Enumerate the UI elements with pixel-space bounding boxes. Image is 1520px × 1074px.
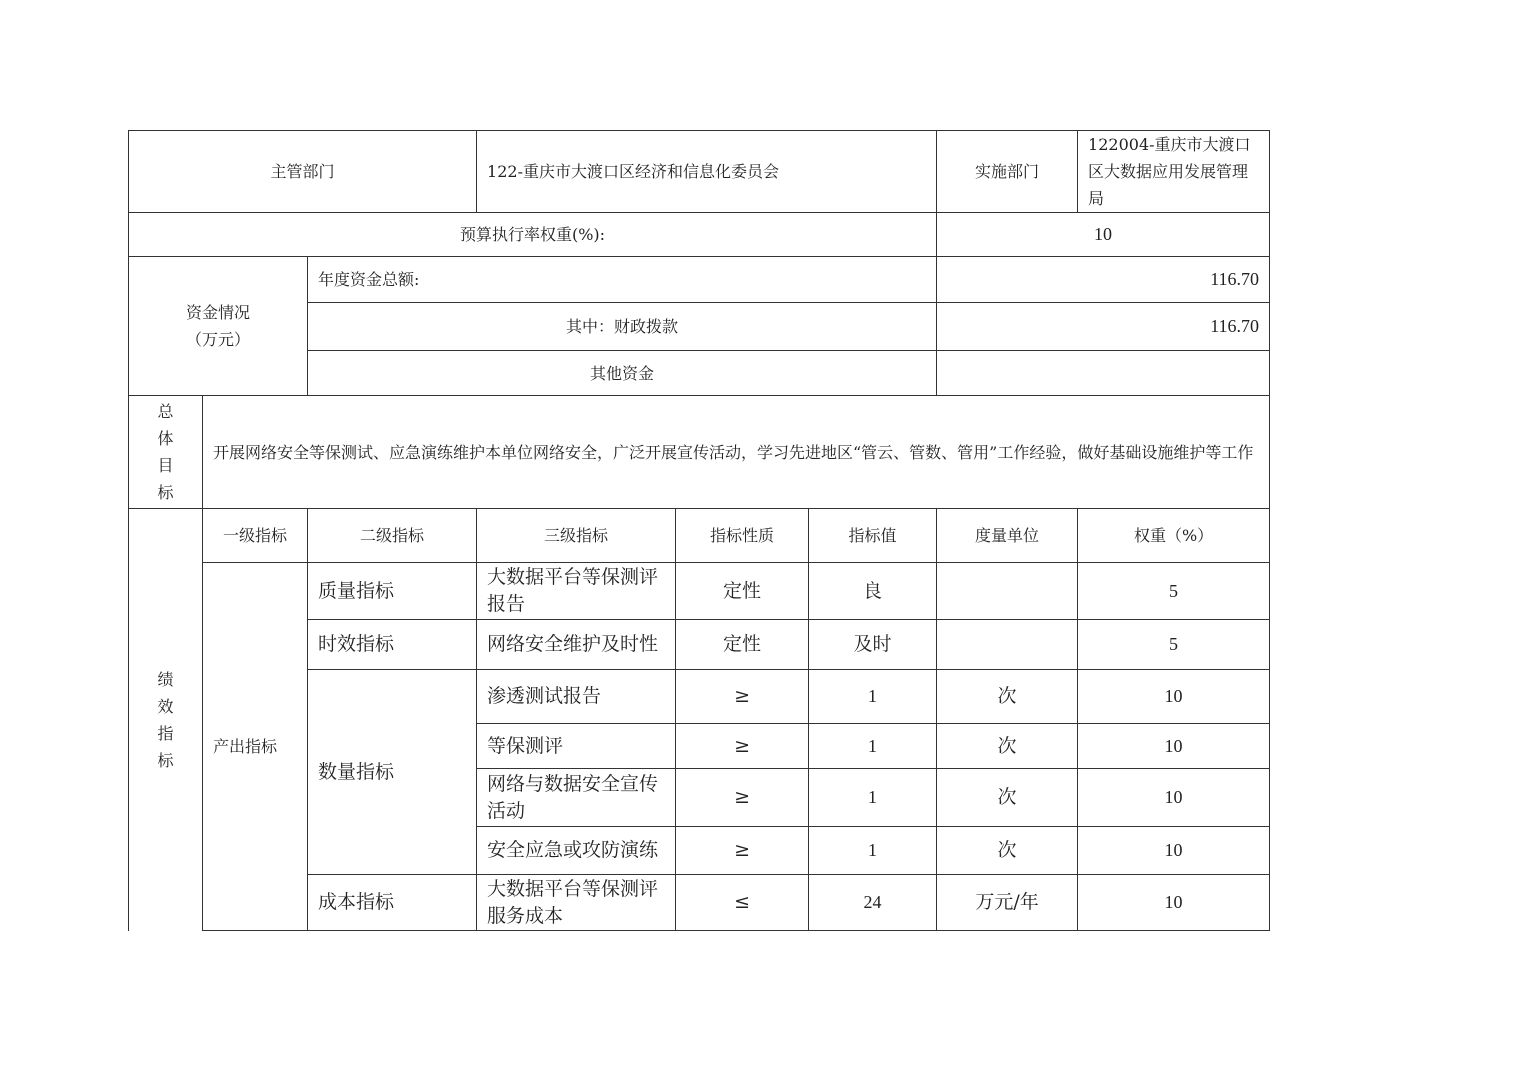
- header-row: [129, 131, 1270, 213]
- budget-row: [129, 213, 1270, 257]
- indicator-unit: 次: [937, 827, 1078, 875]
- goal-label-char: 目: [157, 456, 174, 475]
- funds-fiscal-label: 其中：财政拨款: [308, 303, 937, 351]
- indicator-label-char: 指: [157, 723, 174, 743]
- group-quality: 质量指标: [308, 563, 477, 620]
- performance-table: [128, 130, 1270, 931]
- indicator-weight: 10: [1078, 875, 1270, 931]
- indicator-name: 网络与数据安全宣传活动: [477, 769, 676, 827]
- group-cost: 成本指标: [308, 875, 477, 931]
- funds-other-value: [937, 351, 1270, 396]
- goal-text: 开展网络安全等保测试、应急演练维护本单位网络安全，广泛开展宣传活动，学习先进地区“管云、管数、管用”工作经验，做好基础设施维护等工作: [203, 396, 1270, 509]
- funds-label-line2: （万元）: [185, 330, 250, 349]
- indicator-value: 1: [809, 769, 937, 827]
- indicator-unit: [937, 563, 1078, 620]
- impl-label: 实施部门: [937, 131, 1078, 213]
- indicator-nature: ≥: [676, 670, 809, 724]
- indicator-name: 大数据平台等保测评服务成本: [477, 875, 676, 931]
- col-header-value: 指标值: [809, 509, 937, 563]
- indicator-weight: 10: [1078, 769, 1270, 827]
- indicator-value: 24: [809, 875, 937, 931]
- level1-output: 产出指标: [203, 563, 308, 931]
- funds-other-label: 其他资金: [308, 351, 937, 396]
- funds-total-label: 年度资金总额:: [308, 257, 937, 303]
- indicator-unit: 万元/年: [937, 875, 1078, 931]
- indicator-value: 1: [809, 724, 937, 769]
- col-header-nature: 指标性质: [676, 509, 809, 563]
- col-header-weight: 权重（%）: [1078, 509, 1270, 563]
- goal-label-char: 标: [157, 483, 174, 502]
- indicator-nature: 定性: [676, 620, 809, 670]
- dept-value: 122-重庆市大渡口区经济和信息化委员会: [477, 131, 937, 213]
- group-timeliness: 时效指标: [308, 620, 477, 670]
- goal-row: [129, 396, 1270, 509]
- funds-total-value: 116.70: [937, 257, 1270, 303]
- indicator-nature: ≥: [676, 769, 809, 827]
- budget-weight-value: 10: [937, 213, 1270, 257]
- indicator-weight: 10: [1078, 724, 1270, 769]
- indicator-unit: [937, 620, 1078, 670]
- budget-weight-label: 预算执行率权重(%):: [129, 213, 937, 257]
- indicator-header-row: [129, 509, 1270, 563]
- indicator-weight: 10: [1078, 670, 1270, 724]
- indicator-weight: 5: [1078, 620, 1270, 670]
- indicator-section-label: [129, 509, 203, 931]
- impl-value: 122004-重庆市大渡口区大数据应用发展管理局: [1078, 131, 1270, 213]
- table-row: [129, 563, 1270, 620]
- funds-section-label: [129, 257, 308, 396]
- indicator-name: 等保测评: [477, 724, 676, 769]
- indicator-label-char: 绩: [157, 669, 174, 689]
- funds-fiscal-value: 116.70: [937, 303, 1270, 351]
- indicator-value: 及时: [809, 620, 937, 670]
- indicator-name: 大数据平台等保测评报告: [477, 563, 676, 620]
- goal-label-char: 总: [157, 402, 174, 421]
- indicator-nature: ≥: [676, 827, 809, 875]
- indicator-unit: 次: [937, 724, 1078, 769]
- funds-total-row: [129, 257, 1270, 303]
- funds-label-line1: 资金情况: [185, 303, 250, 322]
- indicator-unit: 次: [937, 769, 1078, 827]
- indicator-nature: ≥: [676, 724, 809, 769]
- indicator-value: 良: [809, 563, 937, 620]
- goal-label: [129, 396, 203, 509]
- col-header-level3: 三级指标: [477, 509, 676, 563]
- col-header-level2: 二级指标: [308, 509, 477, 563]
- col-header-unit: 度量单位: [937, 509, 1078, 563]
- indicator-name: 安全应急或攻防演练: [477, 827, 676, 875]
- indicator-weight: 10: [1078, 827, 1270, 875]
- indicator-name: 渗透测试报告: [477, 670, 676, 724]
- indicator-weight: 5: [1078, 563, 1270, 620]
- dept-label: 主管部门: [129, 131, 477, 213]
- indicator-value: 1: [809, 670, 937, 724]
- indicator-label-char: 效: [157, 696, 174, 716]
- indicator-nature: ≤: [676, 875, 809, 931]
- indicator-value: 1: [809, 827, 937, 875]
- indicator-nature: 定性: [676, 563, 809, 620]
- indicator-label-char: 标: [157, 750, 174, 770]
- goal-label-char: 体: [157, 429, 174, 448]
- indicator-name: 网络安全维护及时性: [477, 620, 676, 670]
- group-quantity: 数量指标: [308, 670, 477, 875]
- col-header-level1: 一级指标: [203, 509, 308, 563]
- indicator-unit: 次: [937, 670, 1078, 724]
